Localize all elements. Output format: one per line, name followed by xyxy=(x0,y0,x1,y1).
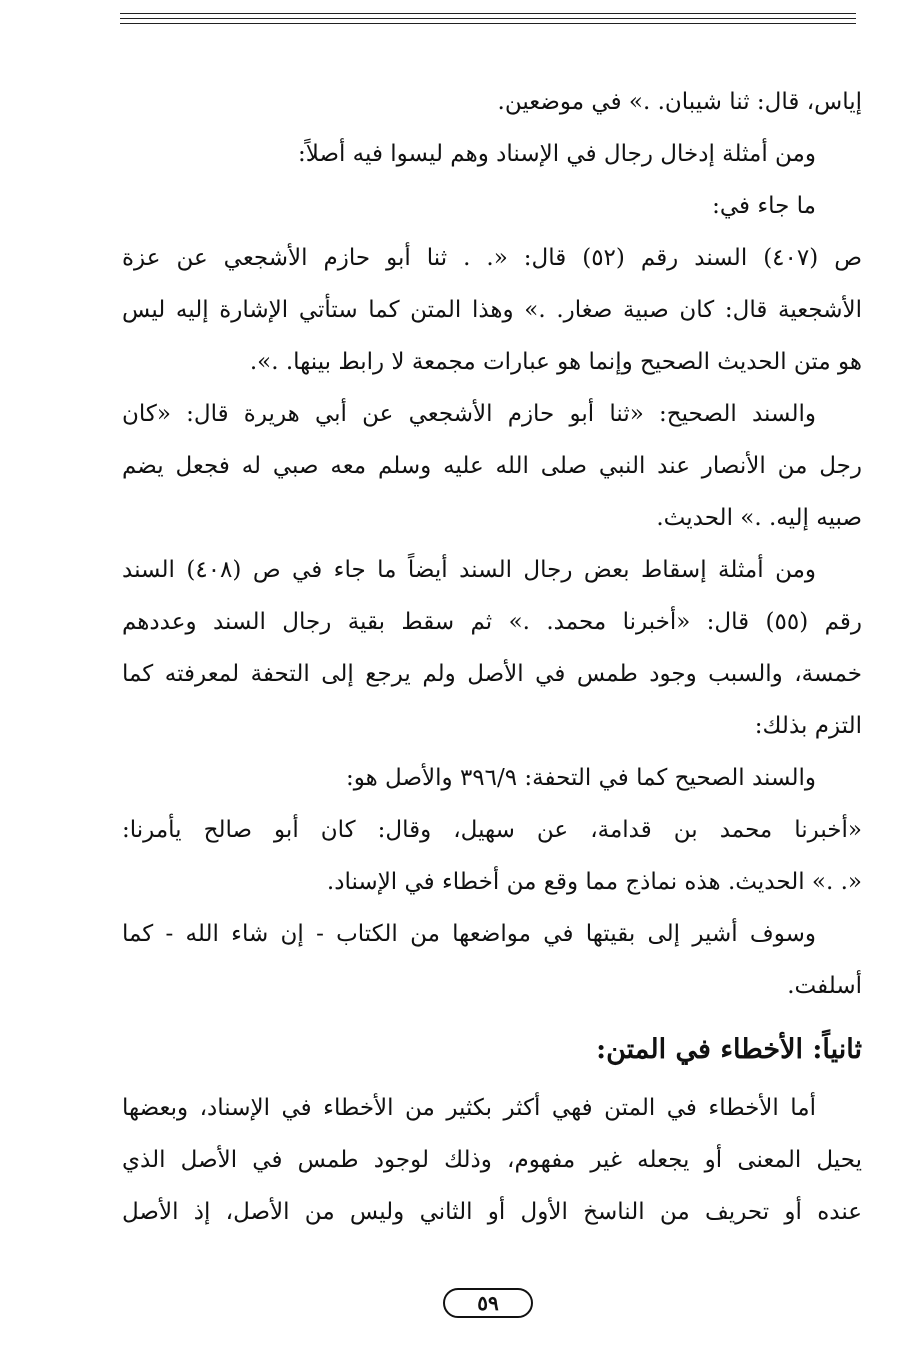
text-line: خمسة، والسبب وجود طمس في الأصل ولم يرجع إلى التحفة لمعرفته كما xyxy=(122,661,862,687)
text-line: إياس، قال: ثنا شيبان. .» في موضعين. xyxy=(497,89,862,115)
text-line: هو متن الحديث الصحيح وإنما هو عبارات مجمعة لا رابط بينها. .». xyxy=(249,349,862,375)
body-text-bottom xyxy=(122,1082,862,1238)
text-line: ومن أمثلة إسقاط بعض رجال السند أيضاً ما جاء في ص (٤٠٨) السند xyxy=(122,557,816,583)
text-line: ص (٤٠٧) السند رقم (٥٢) قال: «. . ثنا أبو حازم الأشجعي عن عزة xyxy=(122,245,862,271)
text-line: «. .» الحديث. هذه نماذج مما وقع من أخطاء في الإسناد. xyxy=(326,869,862,895)
text-line: يحيل المعنى أو يجعله غير مفهوم، وذلك لوجود طمس في الأصل الذي xyxy=(122,1147,862,1173)
page-number: ٥٩ xyxy=(443,1288,533,1318)
header-rule-bottom xyxy=(120,23,856,24)
text-line: أما الأخطاء في المتن فهي أكثر بكثير من الأخطاء في الإسناد، وبعضها xyxy=(122,1095,816,1121)
text-line: والسند الصحيح كما في التحفة: ٣٩٦/٩ والأصل هو: xyxy=(345,765,816,791)
text-line: التزم بذلك: xyxy=(754,713,862,739)
text-line: والسند الصحيح: «ثنا أبو حازم الأشجعي عن أبي هريرة قال: «كان xyxy=(122,401,816,427)
section-heading: ثانياً: الأخطاء في المتن: xyxy=(596,1034,862,1065)
text-line: وسوف أشير إلى بقيتها في مواضعها من الكتاب - إن شاء الله - كما xyxy=(122,921,816,947)
body-text-top xyxy=(122,76,862,1012)
text-line: ومن أمثلة إدخال رجال في الإسناد وهم ليسوا فيه أصلاً: xyxy=(297,141,816,167)
text-line: رقم (٥٥) قال: «أخبرنا محمد. .» ثم سقط بقية رجال السند وعددهم xyxy=(122,609,862,635)
text-line: عنده أو تحريف من الناسخ الأول أو الثاني وليس من الأصل، إذ الأصل xyxy=(122,1199,862,1225)
text-line: صبيه إليه. .» الحديث. xyxy=(656,505,862,531)
text-line: رجل من الأنصار عند النبي صلى الله عليه وسلم معه صبي له فجعل يضم xyxy=(122,453,862,479)
text-line: أسلفت. xyxy=(787,973,862,999)
header-rule-middle xyxy=(120,18,856,19)
text-line: الأشجعية قال: كان صبية صغار. .» وهذا المتن كما ستأتي الإشارة إليه ليس xyxy=(122,297,862,323)
text-line: «أخبرنا محمد بن قدامة، عن سهيل، وقال: كان أبو صالح يأمرنا: xyxy=(122,817,862,843)
page-body xyxy=(122,76,862,1238)
text-line: ما جاء في: xyxy=(712,193,816,219)
header-rule-top xyxy=(120,13,856,14)
